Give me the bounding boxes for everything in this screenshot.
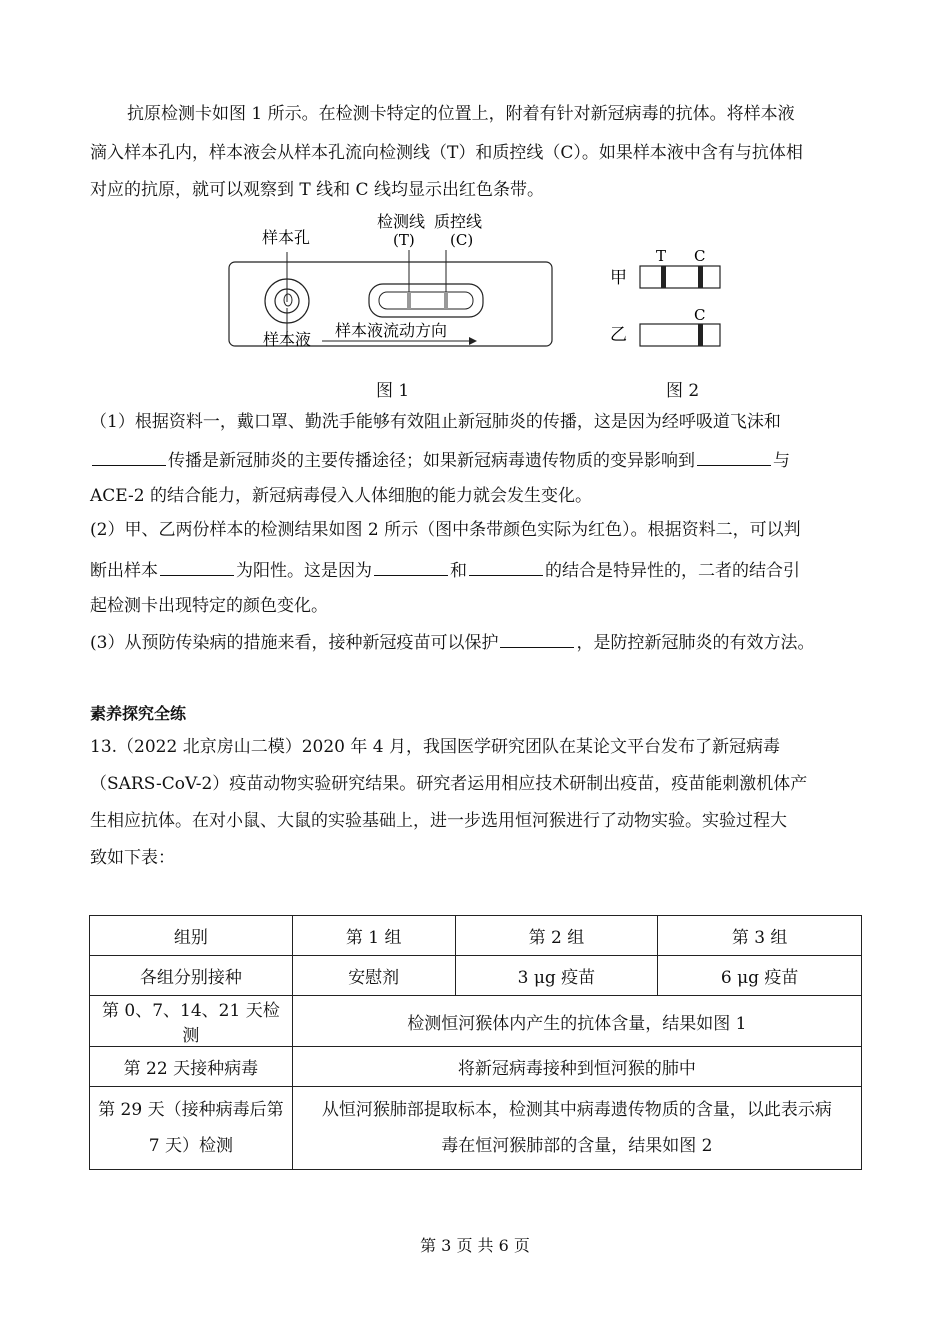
fig2-yi-c-band [698,324,703,346]
label-sample-liquid: 样本液 [263,330,312,349]
label-sample-hole: 样本孔 [262,228,311,247]
label-c-mark: (C) [450,231,474,249]
q2-line-1: (2）甲、乙两份样本的检测结果如图 2 所示（图中条带颜色实际为红色）。根据资料二，可以判 [90,520,801,540]
q1-line-3: ACE-2 的结合能力，新冠病毒侵入人体细胞的能力就会发生变化。 [90,486,592,506]
table-cell: 第 3 组 [658,916,862,956]
q2-line-3: 起检测卡出现特定的颜色变化。 [90,596,328,616]
table-cell: 检测恒河猴体内产生的抗体含量，结果如图 1 [292,996,861,1047]
label-control-line: 质控线 [434,212,483,231]
table-row [90,1087,862,1170]
answer-blank[interactable] [697,447,771,466]
label-flow-direction: 样本液流动方向 [335,321,448,340]
fig2-c-label-yi: C [694,306,706,324]
answer-blank[interactable] [469,557,543,576]
q1-line-1: （1）根据资料一，戴口罩、勤洗手能够有效阻止新冠肺炎的传播，这是因为经呼吸道飞沫和 [90,412,781,432]
experiment-table [89,915,862,1170]
q13-line-4: 致如下表： [90,848,175,868]
q13-line-1: 13.（2022 北京房山二模）2020 年 4 月，我国医学研究团队在某论文平台发布了新冠病毒 [90,737,780,757]
table-cell: 各组分别接种 [90,956,293,996]
page-footer: 第 3 页 共 6 页 [420,1236,530,1255]
table-row [90,956,862,996]
fig2-jia-label: 甲 [610,268,627,288]
figure-1-caption: 图 1 [376,381,410,401]
fig2-strip-yi [640,324,720,346]
table-row [90,1047,862,1087]
table-cell: 第 29 天（接种病毒后第 7 天）检测 [90,1087,293,1170]
label-test-line: 检测线 [377,212,426,231]
table-cell: 6 μg 疫苗 [658,956,862,996]
answer-blank[interactable] [160,557,234,576]
label-t-mark: (T) [393,231,415,249]
intro-line-1: 抗原检测卡如图 1 所示。在检测卡特定的位置上，附着有针对新冠病毒的抗体。将样本液 [127,104,795,124]
fig2-jia-c-band [698,266,703,288]
q1-line-2: 传播是新冠肺炎的主要传播途径；如果新冠病毒遗传物质的变异影响到 与 [90,447,790,473]
answer-blank[interactable] [374,557,448,576]
figure-2-caption: 图 2 [666,381,700,401]
intro-line-2: 滴入样本孔内，样本液会从样本孔流向检测线（T）和质控线（C）。如果样本液中含有与抗体相 [90,143,803,163]
table-cell: 从恒河猴肺部提取标本，检测其中病毒遗传物质的含量，以此表示病 毒在恒河猴肺部的含量，结果如图 2 [292,1087,861,1170]
q13-line-2: （SARS-CoV-2）疫苗动物实验研究结果。研究者运用相应技术研制出疫苗，疫苗能刺激机体产 [90,774,808,794]
table-row [90,916,862,956]
table-cell: 3 μg 疫苗 [455,956,658,996]
table-cell: 第 22 天接种病毒 [90,1047,293,1087]
table-cell: 安慰剂 [292,956,455,996]
table-cell: 将新冠病毒接种到恒河猴的肺中 [292,1047,861,1087]
table-row [90,996,862,1047]
fig2-c-label: C [694,247,706,265]
table-cell: 第 1 组 [292,916,455,956]
q13-line-3: 生相应抗体。在对小鼠、大鼠的实验基础上，进一步选用恒河猴进行了动物实验。实验过程大 [90,811,787,831]
intro-line-3: 对应的抗原，就可以观察到 T 线和 C 线均显示出红色条带。 [90,180,544,200]
fig2-yi-label: 乙 [610,325,627,345]
figure-2-results [0,0,950,400]
fig2-strip-jia [640,266,720,288]
table-cell: 第 2 组 [455,916,658,956]
answer-blank[interactable] [500,629,574,648]
fig2-jia-t-band [661,266,666,288]
q2-line-2: 断出样本 为阳性。这是因为 和 的结合是特异性的，二者的结合引 [90,557,800,583]
q3-line-1: (3）从预防传染病的措施来看，接种新冠疫苗可以保护 ，是防控新冠肺炎的有效方法。 [90,629,814,655]
fig2-t-label: T [656,247,667,265]
table-cell: 第 0、7、14、21 天检测 [90,996,293,1047]
section-title: 素养探究全练 [90,704,187,723]
answer-blank[interactable] [92,447,166,466]
table-cell: 组别 [90,916,293,956]
